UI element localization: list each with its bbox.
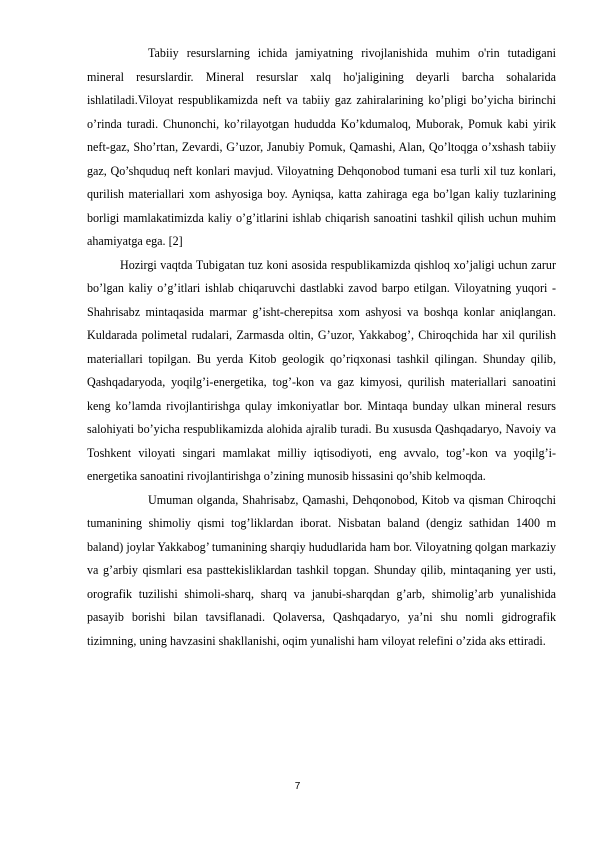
body-text — [87, 42, 556, 653]
page-number: 7 — [294, 781, 301, 792]
paragraph-relief: Umuman olganda, Shahrisabz, Qamashi, Dehqonobod, Kitob va qisman Chiroqchi tumanining shimoliy qismi tog’liklardan iborat. Nisbatan baland (dengiz sathidan 1400 m baland) joylar Yakkabog’ tumanining sharqiy hududlarida ham bor. Viloyatning qolgan markaziy va g’arbiy qismlari esa pasttekisliklardan tashkil topgan. Shunday qilib, mintaqaning yer usti, orografik tuzilishi shimoli-sharq, sharq va janubi-sharqdan g’arb, shimolig’arb yunalishida pasayib borishi bilan tavsiflanadi. Qolaversa, Qashqadaryo, ya’ni shu nomli gidrografik tizimning, uning havzasini shakllanishi, oqim yunalishi ham viloyat relefini o’zida aks ettiradi. — [87, 492, 556, 648]
paragraph-mineral-resources: Tabiiy resurslarning ichida jamiyatning rivojlanishida muhim o'rin tutadigani mineral resurslardir. Mineral resurslar xalq ho'jaligining deyarli barcha sohalarida ishlatiladi.Viloyat respublikamizda neft va tabiiy gaz zahiralarining ko’pligi bo’yicha birinchi o’rinda turadi. Chunonchi, ko’rilayotgan hududda Ko’kdumaloq, Muborak, Pomuk kabi yirik neft-gaz, Sho’rtan, Zevardi, G’uzor, Janubiy Pomuk, Qamashi, Alan, Qo’ltoqga o’xshash tabiiy gaz, Qo’shquduq neft konlari mavjud. Viloyatning Dehqonobod tumani esa turli xil tuz konlari, qurilish materiallari xom ashyosiga boy. Ayniqsa, katta zahiraga ega bo’lgan kaliy tuzlarining borligi mamlakatimizda kaliy o’g’itlarini ishlab chiqarish sanoatini tashkil qilish uchun muhim ahamiyatga ega. [2] — [87, 46, 556, 248]
paragraph-potash-plant: Hozirgi vaqtda Tubigatan tuz koni asosida respublikamizda qishloq xo’jaligi uchun zarur bo’lgan kaliy o’g’itlari ishlab chiqaruvchi dastlabki zavod barpo etilgan. Viloyatning yuqori - Shahrisabz mintaqasida marmar g’isht-cherepitsa xom ashyosi va boshqa konlar aniqlangan. Kuldarada polimetal rudalari, Zarmasda oltin, G’uzor, Yakkabog’, Chiroqchida har xil qurilish materiallari topilgan. Bu yerda Kitob geologik qo’riqxonasi tashkil qilingan. Shunday qilib, Qashqadaryoda, yoqilg’i-energetika, tog’-kon va gaz kimyosi, qurilish materiallari sanoatini keng ko’lamda rivojlantirishga qulay imkoniyatlar bor. Mintaqa bunday ulkan mineral resurs salohiyati bo’yicha respublikamizda alohida ajralib turadi. Bu xususda Qashqadaryo, Navoiy va Toshkent viloyati singari mamlakat milliy iqtisodiyoti, eng avvalo, tog’-kon va yoqilg’i-energetika sanoatini rivojlantirishga o’zining munosib hissasini qo’shib kelmoqda. — [87, 257, 556, 483]
